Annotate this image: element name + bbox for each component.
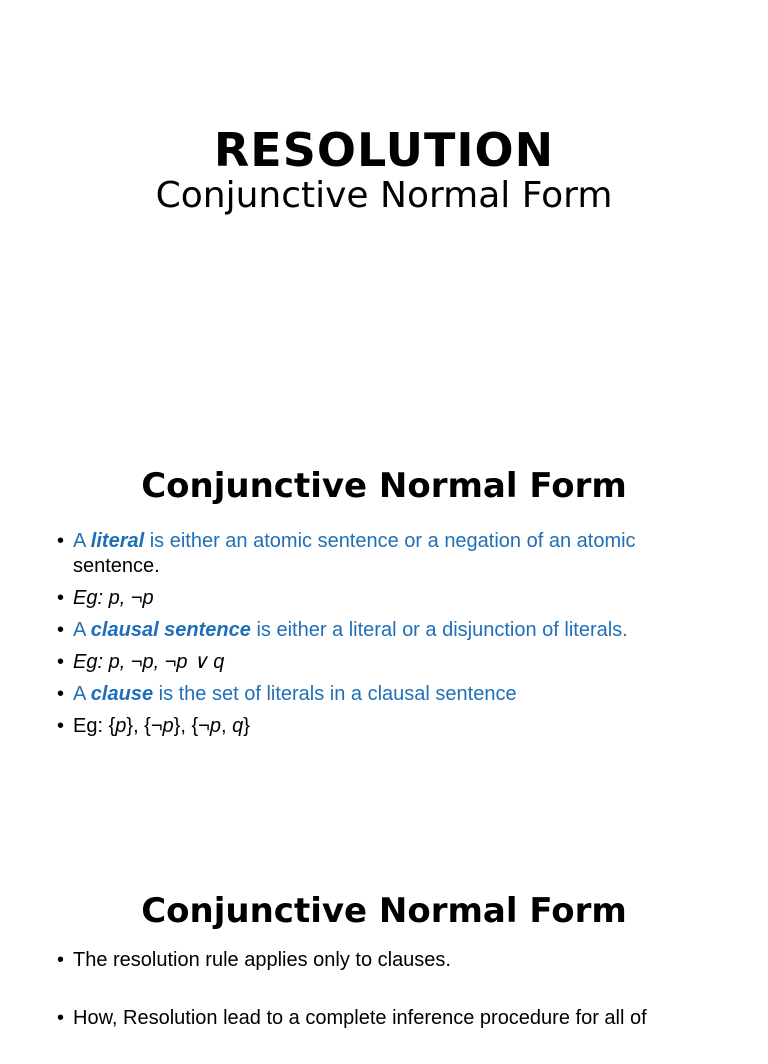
resolution-rule-slide bbox=[0, 840, 768, 1029]
bullet-clause-definition: • A clause is the set of literals in a clausal sentence bbox=[56, 682, 706, 707]
cnf-definitions-slide bbox=[0, 420, 768, 820]
presentation-subtitle: Conjunctive Normal Form bbox=[155, 175, 613, 216]
bullet-list bbox=[56, 529, 706, 746]
bullet-literal-definition: • A literal is either an atomic sentence or a negation of an atomic sentence. bbox=[56, 529, 706, 579]
bullet-resolution-clauses: • The resolution rule applies only to clauses. bbox=[56, 948, 706, 973]
keyword-clause: clause bbox=[90, 683, 154, 705]
bullet-clausal-sentence-example: • Eg: p, ¬p, ¬p ∨ q bbox=[56, 650, 706, 675]
slide-heading: Conjunctive Normal Form bbox=[141, 891, 627, 931]
bullet-literal-example: • Eg: p, ¬p bbox=[56, 586, 706, 611]
keyword-clausal-sentence: clausal sentence bbox=[90, 619, 251, 641]
bullet-resolution-completeness: • How, Resolution lead to a complete inference procedure for all of bbox=[56, 1006, 706, 1031]
presentation-title: RESOLUTION bbox=[213, 123, 555, 177]
bullet-list bbox=[56, 948, 706, 1064]
bullet-clause-example: • Eg: {p}, {¬p}, {¬p, q} bbox=[56, 714, 706, 739]
slide-heading: Conjunctive Normal Form bbox=[141, 466, 627, 506]
keyword-literal: literal bbox=[90, 530, 145, 552]
title-slide bbox=[0, 0, 768, 410]
bullet-continuation: sentence. bbox=[73, 555, 160, 577]
bullet-clausal-sentence-definition: • A clausal sentence is either a literal or a disjunction of literals. bbox=[56, 618, 706, 643]
